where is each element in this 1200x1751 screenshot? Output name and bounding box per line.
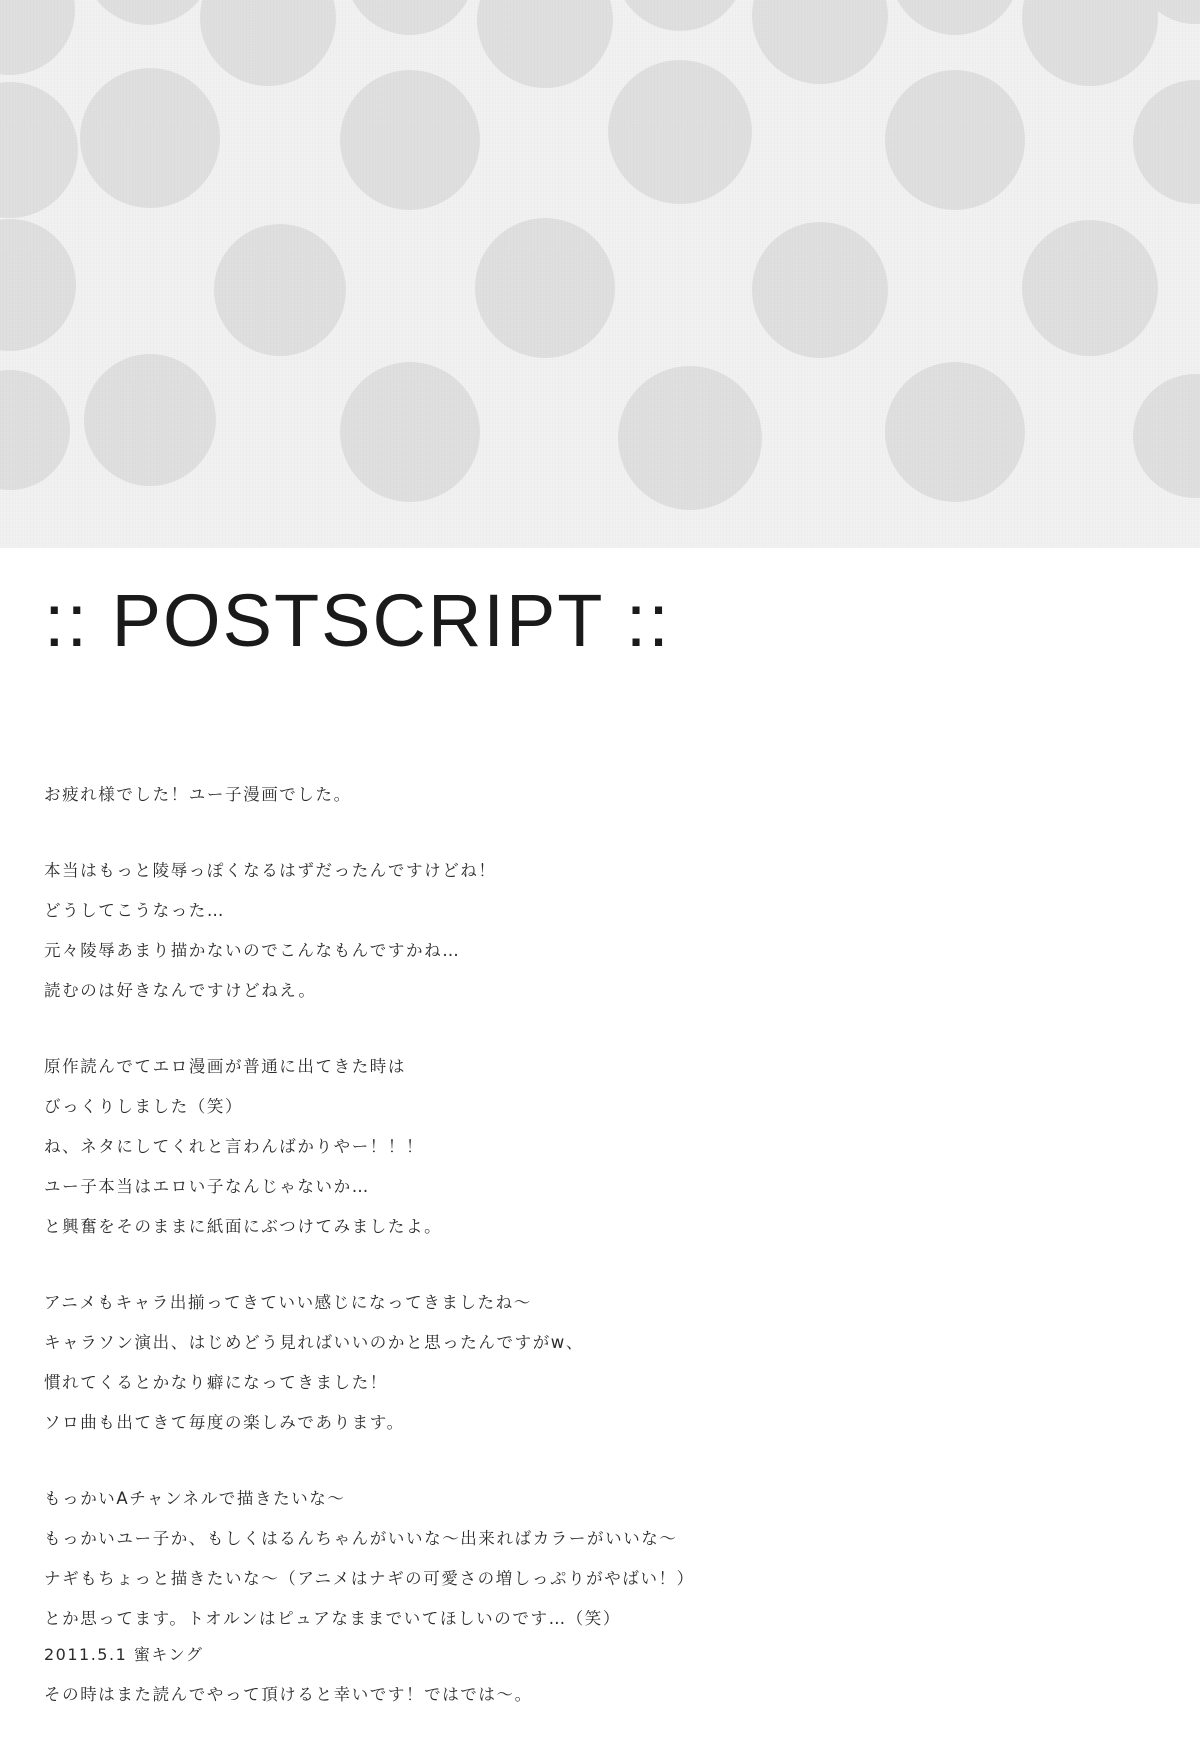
- paragraph: [44, 1047, 1124, 1247]
- text-line: 読むのは好きなんですけどねえ。: [44, 981, 317, 1000]
- text-line: アニメもキャラ出揃ってきていい感じになってきましたね〜: [44, 1293, 532, 1312]
- banner-dot: [84, 354, 216, 486]
- polka-dot-banner: [0, 0, 1200, 548]
- text-line: どうしてこうなった…: [44, 901, 225, 920]
- banner-dot: [340, 362, 480, 502]
- banner-dot: [0, 370, 70, 490]
- paragraph: [44, 1479, 1124, 1639]
- banner-dot: [885, 70, 1025, 210]
- text-line: とか思ってます。トオルンはピュアなままでいてほしいのです…（笑）: [44, 1609, 621, 1628]
- banner-dot: [345, 0, 475, 35]
- text-line: その時はまた読んでやって頂けると幸いです！ではでは〜。: [44, 1685, 533, 1704]
- banner-dot: [1133, 374, 1200, 498]
- text-line: 慣れてくるとかなり癖になってきました！: [44, 1373, 388, 1392]
- banner-dot: [1133, 80, 1200, 204]
- banner-dot: [340, 70, 480, 210]
- banner-dot: [0, 219, 76, 351]
- banner-dot: [890, 0, 1020, 35]
- text-line: びっくりしました（笑）: [44, 1097, 244, 1116]
- banner-dot: [200, 0, 336, 86]
- banner-dot: [615, 0, 745, 31]
- banner-dot: [0, 0, 75, 75]
- text-line: と興奮をそのままに紙面にぶつけてみましたよ。: [44, 1217, 443, 1236]
- text-line: 元々陵辱あまり描かないのでこんなもんですかね…: [44, 941, 461, 960]
- banner-dot: [0, 82, 78, 218]
- banner-dot: [1022, 0, 1158, 86]
- banner-dot: [608, 60, 752, 204]
- banner-dot: [80, 68, 220, 208]
- banner-dot: [752, 222, 888, 358]
- paragraph: [44, 775, 1124, 815]
- text-line: もっかいAチャンネルで描きたいな〜: [44, 1489, 346, 1508]
- text-line: もっかいユー子か、もしくはるんちゃんがいいな〜出来ればカラーがいいな〜: [44, 1529, 678, 1548]
- banner-dot: [83, 0, 213, 25]
- postscript-body: [44, 775, 1124, 1751]
- text-line: ユー子本当はエロい子なんじゃないか…: [44, 1177, 370, 1196]
- banner-dot: [475, 218, 615, 358]
- text-line: お疲れ様でした！ユー子漫画でした。: [44, 785, 352, 804]
- banner-dot: [1022, 220, 1158, 356]
- paragraph: [44, 1283, 1124, 1443]
- banner-dot: [752, 0, 888, 84]
- banner-dot: [214, 224, 346, 356]
- banner-dot: [618, 366, 762, 510]
- paragraph: [44, 851, 1124, 1011]
- text-line: キャラソン演出、はじめどう見ればいいのかと思ったんですがw、: [44, 1333, 584, 1352]
- text-line: 本当はもっと陵辱っぽくなるはずだったんですけどね！: [44, 861, 497, 880]
- paragraph: [44, 1675, 1124, 1715]
- page-title: :: POSTSCRIPT ::: [44, 579, 671, 662]
- banner-dot: [477, 0, 613, 88]
- text-line: ソロ曲も出てきて毎度の楽しみであります。: [44, 1413, 405, 1432]
- text-line: 原作読んでてエロ漫画が普通に出てきた時は: [44, 1057, 406, 1076]
- text-line: ナギもちょっと描きたいな〜（アニメはナギの可愛さの増しっぷりがやばい！）: [44, 1569, 695, 1588]
- signature-line: 2011.5.1 蜜キング: [44, 1645, 204, 1664]
- text-line: ね、ネタにしてくれと言わんばかりやー！！！: [44, 1137, 425, 1156]
- banner-dot: [885, 362, 1025, 502]
